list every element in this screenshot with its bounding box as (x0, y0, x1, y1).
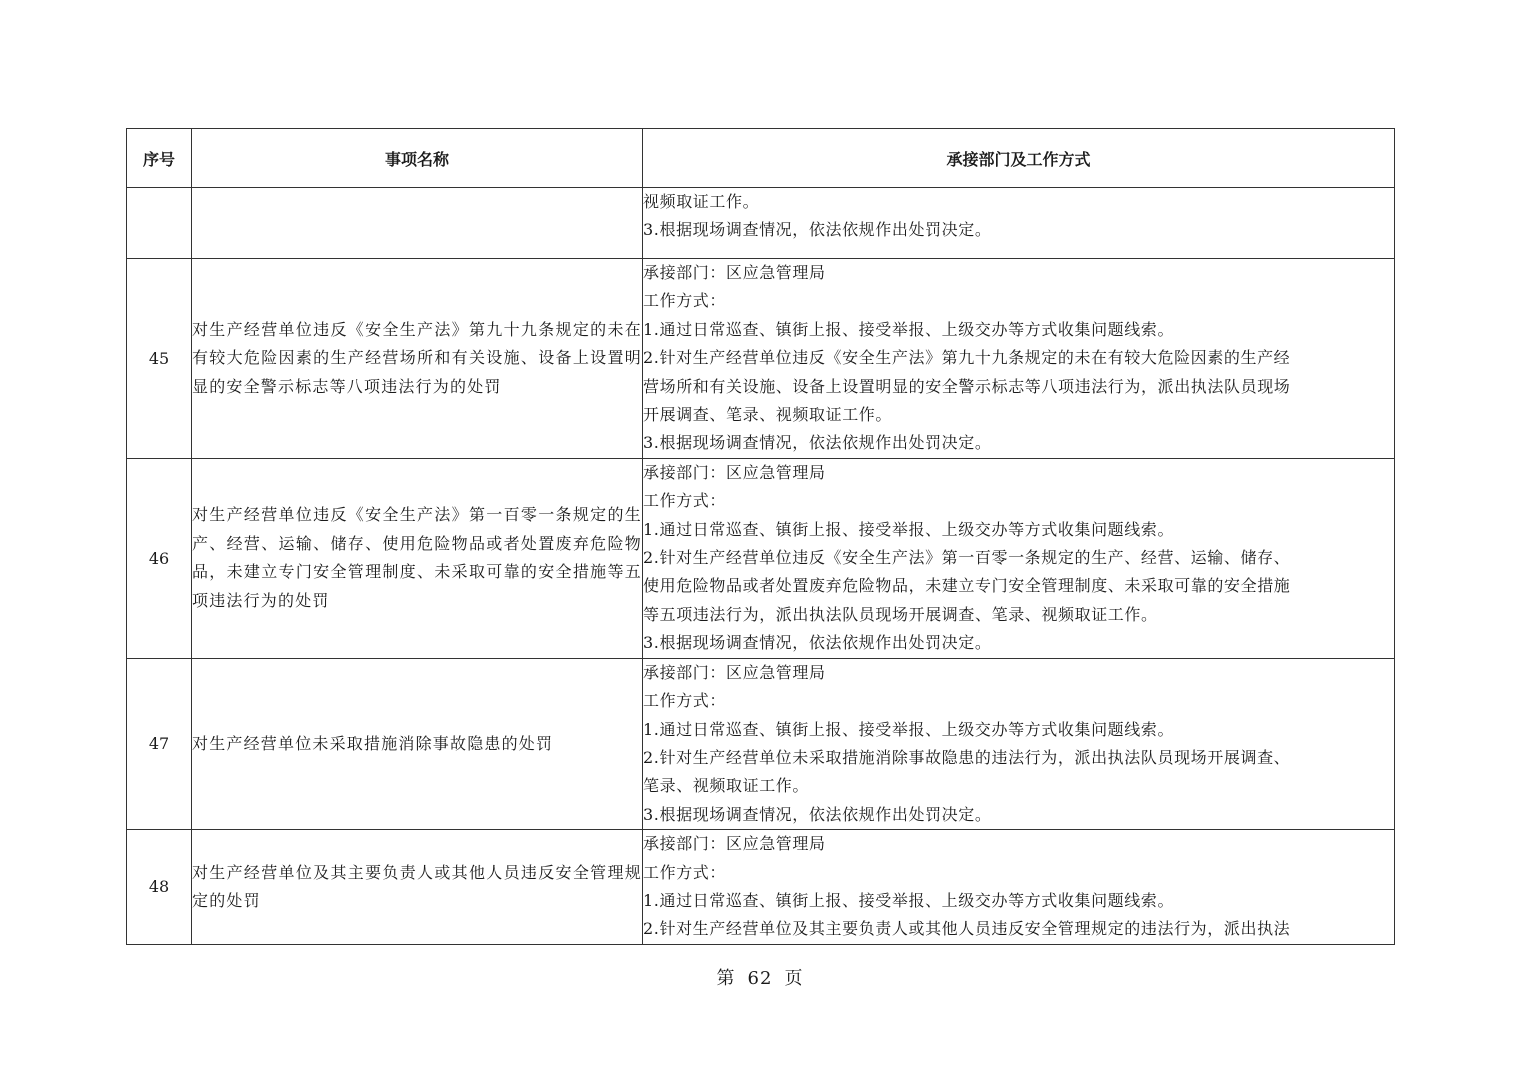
page-number (0, 964, 1520, 990)
table-row (127, 259, 1395, 459)
table-row (127, 830, 1395, 945)
table-row (127, 658, 1395, 829)
dept-line: 承接部门：区应急管理局 (643, 662, 826, 682)
dept-line: 承接部门：区应急管理局 (643, 834, 826, 854)
row-name: 对生产经营单位违反《安全生产法》第九十九条规定的未在有较大危险因素的生产经营场所和有关设施、设备上设置明显的安全警示标志等八项违法行为的处罚 (192, 259, 643, 459)
row-name (192, 188, 643, 259)
dept-line: 承接部门：区应急管理局 (643, 263, 826, 282)
row-seq (127, 188, 192, 259)
dept-line: 使用危险物品或者处置废弃危险物品，未建立专门安全管理制度、未采取可靠的安全措施 (643, 576, 1291, 596)
row-seq: 46 (127, 458, 192, 658)
row-seq: 45 (127, 259, 192, 459)
dept-line: 工作方式： (643, 491, 727, 511)
row-name: 对生产经营单位及其主要负责人或其他人员违反安全管理规定的处罚 (192, 830, 643, 945)
dept-line: 3.根据现场调查情况，依法依规作出处罚决定。 (643, 220, 992, 240)
dept-line: 1.通过日常巡查、镇街上报、接受举报、上级交办等方式收集问题线索。 (643, 719, 1175, 739)
row-dept (643, 188, 1395, 259)
dept-line: 2.针对生产经营单位违反《安全生产法》第一百零一条规定的生产、经营、运输、储存、 (643, 548, 1291, 568)
page-value: 62 (747, 968, 773, 989)
table-row (127, 458, 1395, 658)
dept-line: 2.针对生产经营单位未采取措施消除事故隐患的违法行为，派出执法队员现场开展调查、 (643, 747, 1291, 767)
page-suffix: 页 (784, 968, 804, 989)
row-dept (643, 259, 1395, 459)
row-seq: 48 (127, 830, 192, 945)
header-name: 事项名称 (192, 129, 643, 188)
table-row (127, 188, 1395, 259)
dept-line: 3.根据现场调查情况，依法依规作出处罚决定。 (643, 804, 992, 824)
dept-line: 视频取证工作。 (643, 192, 760, 211)
dept-line: 营场所和有关设施、设备上设置明显的安全警示标志等八项违法行为，派出执法队员现场 (643, 376, 1291, 396)
dept-line: 1.通过日常巡查、镇街上报、接受举报、上级交办等方式收集问题线索。 (643, 519, 1175, 539)
dept-line: 2.针对生产经营单位及其主要负责人或其他人员违反安全管理规定的违法行为，派出执法 (643, 919, 1291, 939)
dept-line: 3.根据现场调查情况，依法依规作出处罚决定。 (643, 433, 992, 453)
table-header-row (127, 129, 1395, 188)
row-name: 对生产经营单位违反《安全生产法》第一百零一条规定的生产、经营、运输、储存、使用危险物品或者处置废弃危险物品，未建立专门安全管理制度、未采取可靠的安全措施等五项违法行为的处罚 (192, 458, 643, 658)
dept-line: 等五项违法行为，派出执法队员现场开展调查、笔录、视频取证工作。 (643, 604, 1158, 624)
dept-line: 工作方式： (643, 291, 727, 311)
dept-line: 1.通过日常巡查、镇街上报、接受举报、上级交办等方式收集问题线索。 (643, 319, 1175, 339)
row-seq: 47 (127, 658, 192, 829)
header-seq: 序号 (127, 129, 192, 188)
dept-line: 承接部门：区应急管理局 (643, 462, 826, 482)
dept-line: 3.根据现场调查情况，依法依规作出处罚决定。 (643, 633, 992, 653)
matters-table (126, 128, 1395, 945)
dept-line: 笔录、视频取证工作。 (643, 776, 810, 796)
row-dept (643, 458, 1395, 658)
dept-line: 工作方式： (643, 862, 727, 882)
row-dept (643, 658, 1395, 829)
dept-line: 工作方式： (643, 691, 727, 711)
dept-line: 1.通过日常巡查、镇街上报、接受举报、上级交办等方式收集问题线索。 (643, 890, 1175, 910)
dept-line: 开展调查、笔录、视频取证工作。 (643, 405, 893, 425)
row-dept (643, 830, 1395, 945)
header-dept: 承接部门及工作方式 (643, 129, 1395, 188)
row-name: 对生产经营单位未采取措施消除事故隐患的处罚 (192, 658, 643, 829)
dept-line: 2.针对生产经营单位违反《安全生产法》第九十九条规定的未在有较大危险因素的生产经 (643, 348, 1291, 368)
page-prefix: 第 (716, 968, 736, 989)
